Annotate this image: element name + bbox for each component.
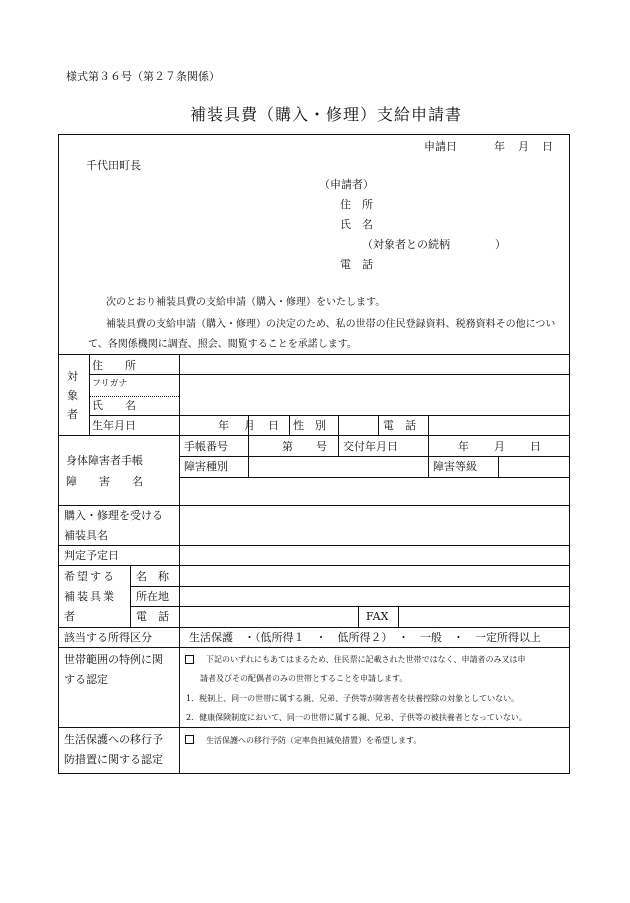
birth-month: 月: [244, 419, 255, 432]
applicant-heading: （申請者）: [319, 178, 374, 191]
addressee: 千代田町長: [86, 159, 141, 172]
handbook-number-go: 号: [316, 440, 327, 453]
intro-text-2: 補装具費の支給申請（購入・修理）の決定のため、私の世帯の住民登録資料、税務資料その他につい: [106, 319, 556, 330]
subject-side-label-1: 対: [67, 370, 78, 383]
intro-text-1: 次のとおり補装具費の支給申請（購入・修理）をいたします。: [106, 297, 386, 308]
income-category-label: 該当する所得区分: [64, 631, 152, 644]
applicant-phone-label: 電 話: [340, 258, 373, 271]
device-label-2: 補装具名: [64, 529, 108, 542]
disability-name-label: 障 害 名: [66, 475, 143, 488]
page-title: 補装具費（購入・修理）支給申請書: [190, 105, 463, 124]
application-day: 日: [542, 140, 553, 153]
subject-furigana-label: フリガナ: [92, 379, 128, 389]
issue-month: 月: [494, 440, 505, 453]
household-special-label-1: 世帯範囲の特例に関: [64, 653, 163, 666]
income-category-options: 生活保護 ・（低所得１ ・ 低所得２） ・ 一般 ・ 一定所得以上: [189, 631, 541, 644]
birth-year: 年: [218, 419, 229, 432]
subject-address-label: 住 所: [92, 359, 136, 372]
subject-phone-label: 電 話: [383, 419, 416, 432]
subject-name-label: 氏 名: [92, 399, 136, 412]
vendor-side-label-1: 希望する: [64, 570, 116, 583]
household-special-item-1: 1．税制上、同一の世帯に属する親、兄弟、子供等が障害者を扶養控除の対象としていない。: [186, 694, 520, 703]
applicant-address-label: 住 所: [340, 198, 373, 211]
vendor-name-label: 名 称: [136, 570, 169, 583]
applicant-name-label: 氏 名: [340, 218, 373, 231]
household-special-item-2: 2．健康保険制度において、同一の世帯に属する親、兄弟、子供等の被扶養者となっていない。: [186, 713, 527, 722]
household-special-checkbox[interactable]: [185, 655, 194, 664]
handbook-number-dai: 第: [282, 440, 293, 453]
welfare-label-2: 防措置に関する認定: [64, 753, 163, 766]
welfare-text: 生活保護への移行予防（定率負担減免措置）を希望します。: [206, 736, 422, 745]
vendor-fax-label: FAX: [366, 610, 389, 623]
applicant-relation-label: （対象者との続柄: [362, 238, 450, 251]
welfare-checkbox[interactable]: [185, 735, 194, 744]
household-special-text-2: 請者及びその配偶者のみの世帯とすることを申請します。: [200, 674, 408, 683]
applicant-relation-close: ）: [495, 238, 506, 251]
disability-type-label: 障害種別: [184, 460, 228, 473]
subject-side-label-2: 象: [67, 389, 78, 402]
issue-day: 日: [530, 440, 541, 453]
vendor-phone-label: 電 話: [136, 610, 169, 623]
decision-date-label: 判定予定日: [64, 549, 119, 562]
household-special-text-1: 下記のいずれにもあてはまるため、住民票に記載された世帯ではなく、申請者のみ又は申: [206, 655, 526, 664]
application-date-label: 申請日: [424, 140, 457, 153]
welfare-label-1: 生活保護への移行予: [64, 733, 163, 746]
gender-label: 性 別: [293, 419, 326, 432]
disability-grade-label: 障害等級: [433, 460, 477, 473]
issue-year: 年: [458, 440, 469, 453]
birthdate-label: 生年月日: [92, 419, 136, 432]
application-year: 年: [494, 140, 505, 153]
vendor-location-label: 所在地: [136, 590, 169, 603]
device-label-1: 購入・修理を受ける: [64, 509, 163, 522]
form-number: 様式第３６号（第２７条関係）: [66, 70, 220, 83]
issue-date-label: 交付年月日: [343, 440, 398, 453]
vendor-side-label-2: 補装具業: [64, 590, 116, 603]
intro-text-3: て、各関係機関に調査、照会、閲覧することを承諾します。: [88, 339, 357, 350]
handbook-number-label: 手帳番号: [184, 440, 228, 453]
household-special-label-2: する認定: [64, 673, 108, 686]
application-month: 月: [518, 140, 529, 153]
vendor-side-label-3: 者: [64, 610, 75, 623]
subject-side-label-3: 者: [67, 408, 78, 421]
handbook-label: 身体障害者手帳: [66, 454, 143, 467]
birth-day: 日: [268, 419, 279, 432]
